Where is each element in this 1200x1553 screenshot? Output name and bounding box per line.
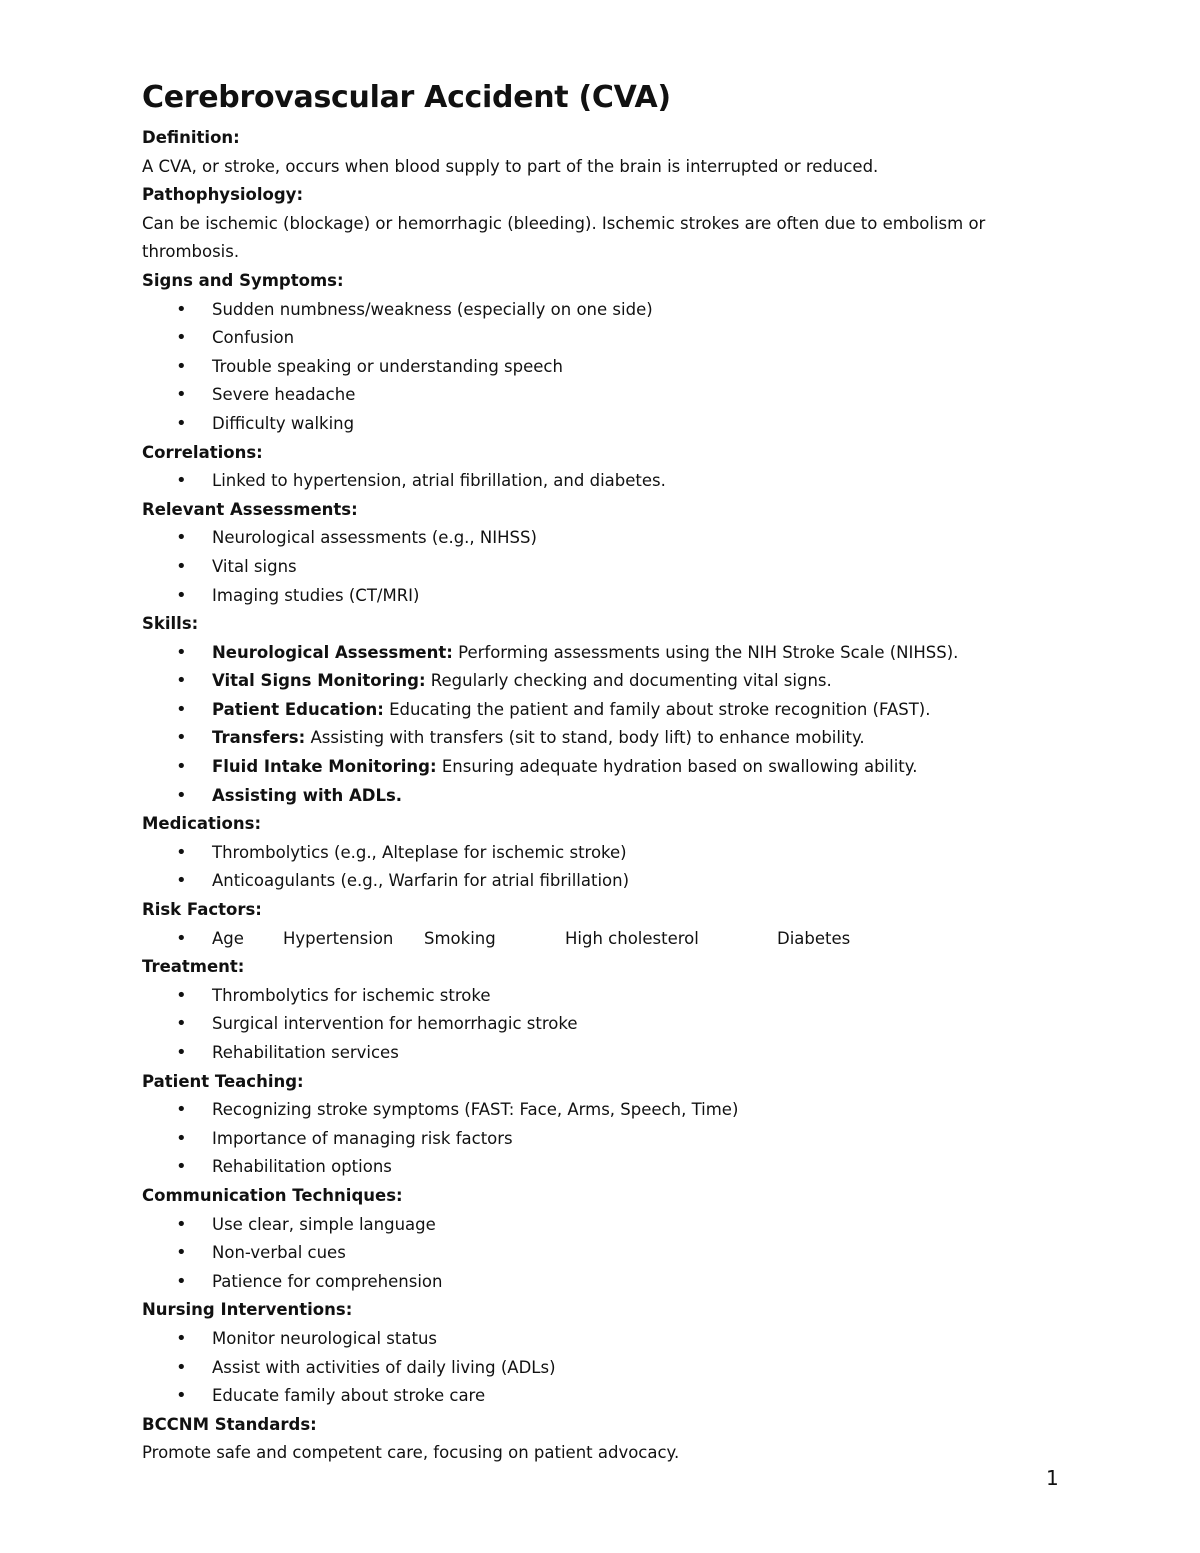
list-item: • Educate family about stroke care <box>142 1382 1062 1411</box>
assessments-heading: Relevant Assessments: <box>142 499 358 519</box>
standards-text: Promote safe and competent care, focusing on patient advocacy. <box>142 1443 680 1463</box>
correlations-list <box>142 467 1062 496</box>
risk-factor: High cholesterol <box>565 928 699 948</box>
list-item: • Trouble speaking or understanding speech <box>142 353 1062 382</box>
skill-text: Regularly checking and documenting vital signs. <box>425 671 832 691</box>
list-item <box>142 667 1062 696</box>
page-title: Cerebrovascular Accident (CVA) <box>142 80 671 115</box>
list-item: • Rehabilitation options <box>142 1153 1062 1182</box>
signs-list <box>142 296 1062 439</box>
risk-factor: Diabetes <box>777 928 851 948</box>
interventions-heading: Nursing Interventions: <box>142 1300 353 1320</box>
list-item <box>142 724 1062 753</box>
list-item: • Severe headache <box>142 381 1062 410</box>
teaching-heading: Patient Teaching: <box>142 1071 304 1091</box>
page-number: 1 <box>1046 1466 1059 1490</box>
skill-label: Neurological Assessment: <box>212 642 453 662</box>
list-item: • Thrombolytics for ischemic stroke <box>142 982 1062 1011</box>
communication-heading: Communication Techniques: <box>142 1185 403 1205</box>
interventions-list <box>142 1325 1062 1411</box>
list-item <box>142 925 1062 954</box>
list-item: • Use clear, simple language <box>142 1211 1062 1240</box>
list-item: • Recognizing stroke symptoms (FAST: Face, Arms, Speech, Time) <box>142 1096 1062 1125</box>
skill-text: Assisting with transfers (sit to stand, body lift) to enhance mobility. <box>305 728 865 748</box>
list-item: • Non-verbal cues <box>142 1239 1062 1268</box>
list-item: • Anticoagulants (e.g., Warfarin for atrial fibrillation) <box>142 867 1062 896</box>
skill-label: Fluid Intake Monitoring: <box>212 757 437 777</box>
list-item: • Surgical intervention for hemorrhagic stroke <box>142 1010 1062 1039</box>
list-item: • Neurological assessments (e.g., NIHSS) <box>142 524 1062 553</box>
list-item: • Vital signs <box>142 553 1062 582</box>
list-item <box>142 782 1062 811</box>
risk-factor: Hypertension <box>283 928 394 948</box>
list-item: • Sudden numbness/weakness (especially on one side) <box>142 296 1062 325</box>
skill-text: Educating the patient and family about stroke recognition (FAST). <box>383 699 931 719</box>
list-item: • Rehabilitation services <box>142 1039 1062 1068</box>
assessments-list <box>142 524 1062 610</box>
pathophysiology-text: Can be ischemic (blockage) or hemorrhagic (bleeding). Ischemic strokes are often due to embolism or thrombosis. <box>142 213 986 262</box>
pathophysiology-heading: Pathophysiology: <box>142 185 304 205</box>
document-page <box>142 78 1062 1468</box>
risk-factor: Age <box>212 928 244 948</box>
skills-heading: Skills: <box>142 614 199 634</box>
risk-factors-heading: Risk Factors: <box>142 900 262 920</box>
skill-label: Patient Education: <box>212 699 384 719</box>
list-item: • Confusion <box>142 324 1062 353</box>
risk-factor: Smoking <box>424 928 496 948</box>
correlations-heading: Correlations: <box>142 442 263 462</box>
medications-list <box>142 839 1062 896</box>
signs-heading: Signs and Symptoms: <box>142 270 344 290</box>
skills-list <box>142 639 1062 811</box>
definition-heading: Definition: <box>142 128 240 147</box>
skill-text: Ensuring adequate hydration based on swallowing ability. <box>436 757 918 777</box>
list-item <box>142 753 1062 782</box>
skill-label: Assisting with ADLs. <box>212 785 403 805</box>
definition-text: A CVA, or stroke, occurs when blood supply to part of the brain is interrupted or reduced. <box>142 156 879 176</box>
list-item: • Linked to hypertension, atrial fibrillation, and diabetes. <box>142 467 1062 496</box>
treatment-list <box>142 982 1062 1068</box>
list-item: • Difficulty walking <box>142 410 1062 439</box>
list-item: • Assist with activities of daily living (ADLs) <box>142 1354 1062 1383</box>
skill-label: Vital Signs Monitoring: <box>212 671 426 691</box>
skill-label: Transfers: <box>212 728 306 748</box>
list-item: • Imaging studies (CT/MRI) <box>142 582 1062 611</box>
teaching-list <box>142 1096 1062 1182</box>
list-item <box>142 696 1062 725</box>
list-item: • Monitor neurological status <box>142 1325 1062 1354</box>
medications-heading: Medications: <box>142 814 262 834</box>
communication-list <box>142 1211 1062 1297</box>
list-item <box>142 639 1062 668</box>
list-item: • Thrombolytics (e.g., Alteplase for ischemic stroke) <box>142 839 1062 868</box>
treatment-heading: Treatment: <box>142 957 245 977</box>
standards-heading: BCCNM Standards: <box>142 1414 317 1434</box>
list-item: • Importance of managing risk factors <box>142 1125 1062 1154</box>
risk-factors-list <box>142 925 1062 954</box>
list-item: • Patience for comprehension <box>142 1268 1062 1297</box>
skill-text: Performing assessments using the NIH Stroke Scale (NIHSS). <box>452 642 959 662</box>
